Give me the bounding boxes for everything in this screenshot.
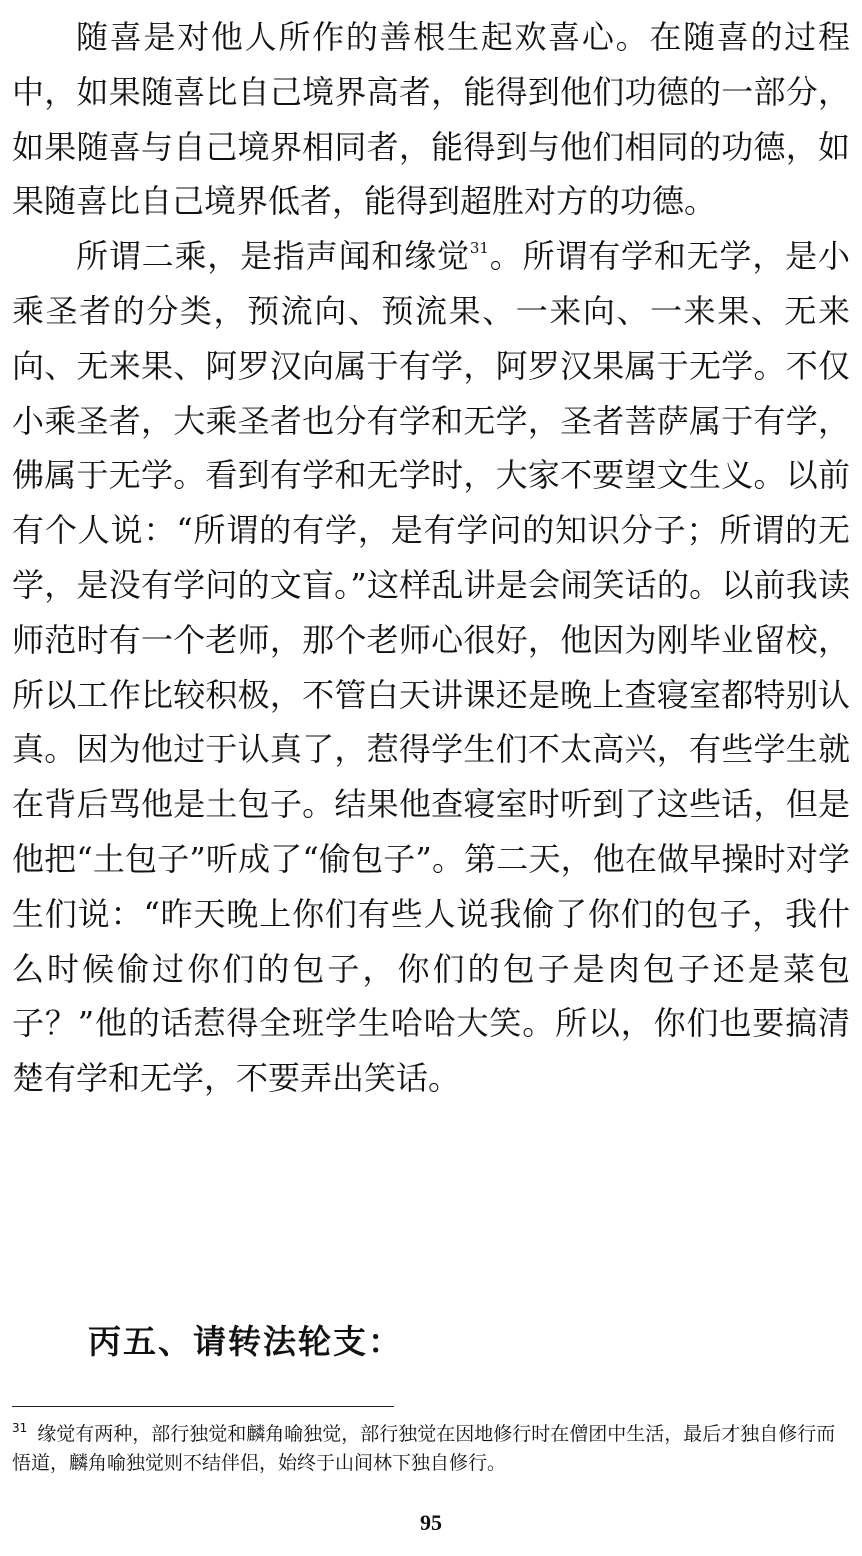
paragraph-text: 随喜是对他人所作的善根生起欢喜心。在随喜的过程中，如果随喜比自己境界高者，能得到他们功德的一部分，如果随喜与自己境界相同者，能得到与他们相同的功德，如果随喜比自己境界低者，能得到超胜对方的功德。 [12,18,850,221]
footnote-text: 缘觉有两种，部行独觉和麟角喻独觉，部行独觉在因地修行时在僧团中生活，最后才独自修行而悟道，麟角喻独觉则不结伴侣，始终于山间林下独自修行。 [12,1423,836,1474]
body-text [12,10,850,1106]
footnote-divider [12,1406,394,1407]
paragraph-two-vehicles [12,229,850,1106]
page-number: 95 [420,1510,442,1535]
paragraph-text-before-note: 所谓二乘，是指声闻和缘觉 [76,237,470,276]
footnote-reference[interactable]: 31 [469,239,489,258]
footnote-marker: 31 [12,1421,28,1435]
paragraph-rejoicing [12,10,850,229]
footnote [12,1420,850,1478]
section-heading: 丙五、请转法轮支： [88,1322,403,1361]
paragraph-text-after-note: 。所谓有学和无学，是小乘圣者的分类，预流向、预流果、一来向、一来果、无来向、无来果、阿罗汉向属于有学，阿罗汉果属于无学。不仅小乘圣者，大乘圣者也分有学和无学，圣者菩萨属于有学，佛属于无学。看到有学和无学时，大家不要望文生义。以前有个人说：“所谓的有学，是有学问的知识分子；所谓的无学，是没有学问的文盲。”这样乱讲是会闹笑话的。以前我读师范时有一个老师，那个老师心很好，他因为刚毕业留校，所以工作比较积极，不管白天讲课还是晚上查寝室都特别认真。因为他过于认真了，惹得学生们不太高兴，有些学生就在背后骂他是土包子。结果他查寝室时听到了这些话，但是他把“土包子”听成了“偷包子”。第二天，他在做早操时对学生们说：“昨天晚上你们有些人说我偷了你们的包子，我什么时候偷过你们的包子，你们的包子是肉包子还是菜包子？”他的话惹得全班学生哈哈大笑。所以，你们也要搞清楚有学和无学，不要弄出笑话。 [12,237,850,1098]
